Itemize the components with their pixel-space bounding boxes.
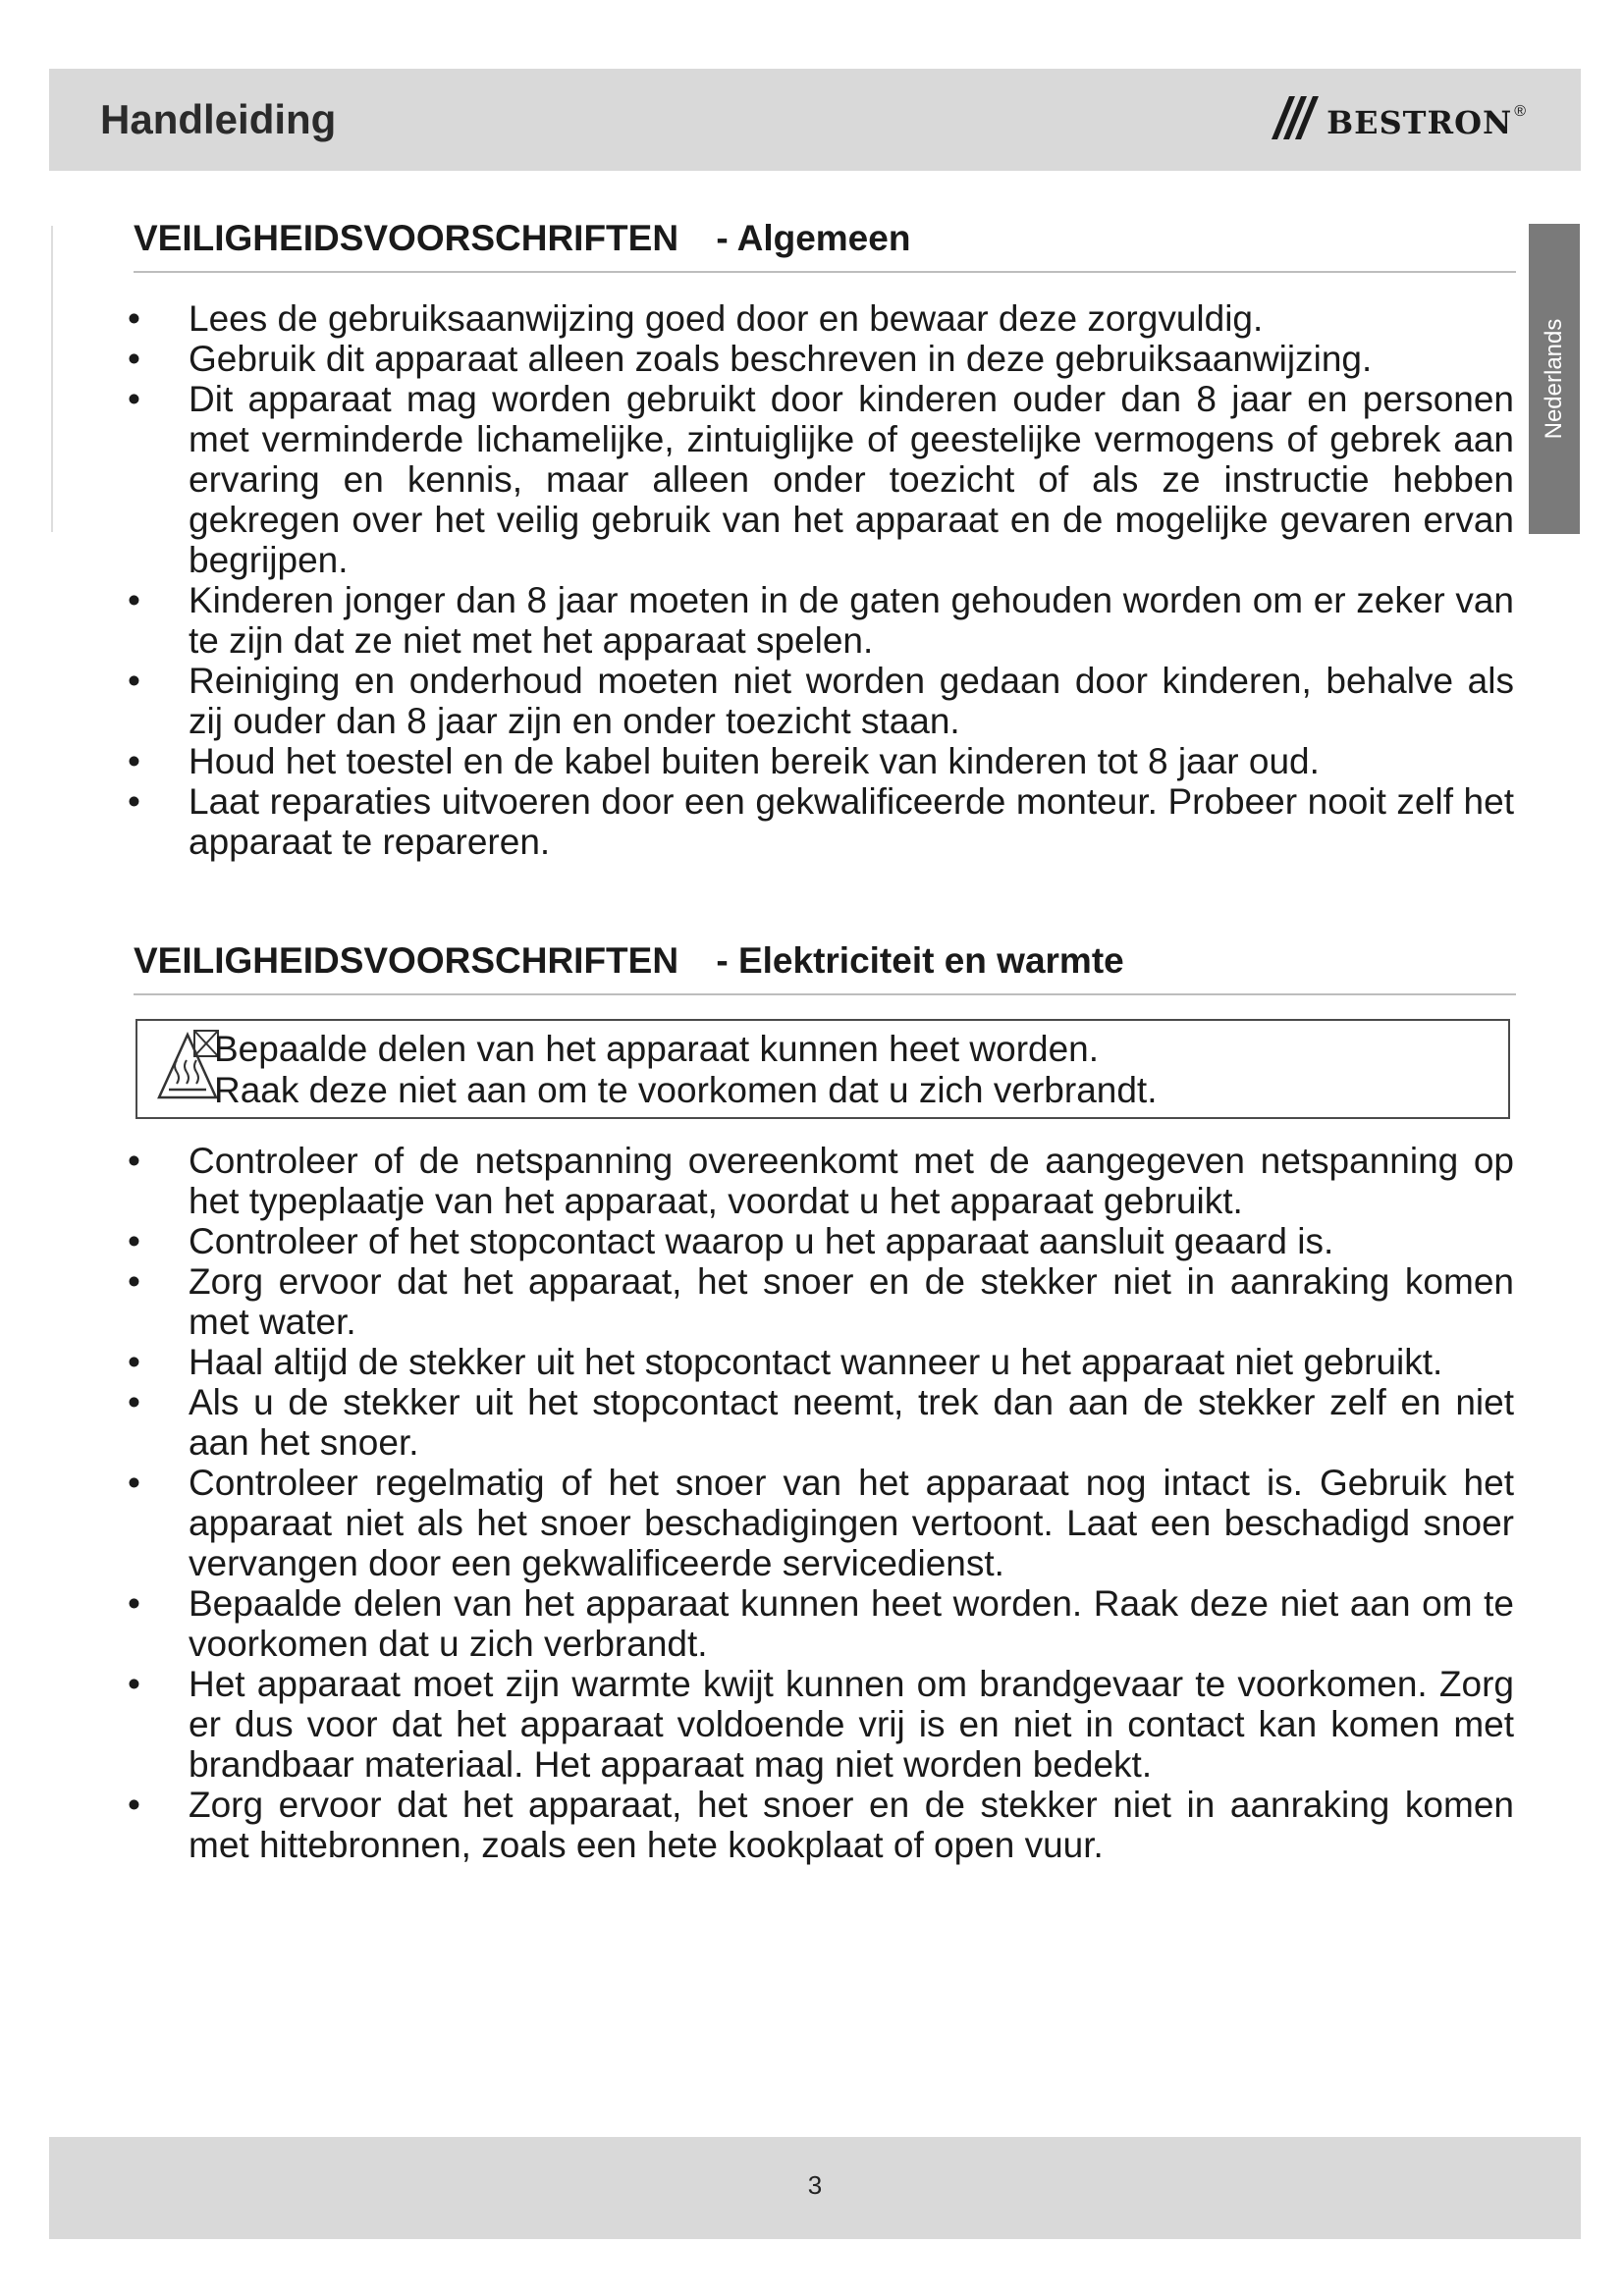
bestron-chevrons-icon: [1268, 94, 1323, 141]
list-item: • Controleer regelmatig of het snoer van het apparaat nog intact is. Gebruik het apparaat niet als het snoer beschadigingen vertoont. Laat een beschadigd snoer vervangen door een gekwalificeerde servicedienst.: [128, 1463, 1514, 1583]
section-title-general: [134, 218, 910, 259]
list-item: • Haal altijd de stekker uit het stopcontact wanneer u het apparaat niet gebruikt.: [128, 1342, 1514, 1382]
list-item: • Dit apparaat mag worden gebruikt door kinderen ouder dan 8 jaar en personen met verminderde lichamelijke, zintuiglijke of geestelijke vermogens of gebrek aan ervaring en kennis, maar alleen onder toezicht of als ze instructie hebben gekregen over het veilig gebruik van het apparaat en de mogelijke gevaren ervan begrijpen.: [128, 379, 1514, 580]
list-item: • Kinderen jonger dan 8 jaar moeten in de gaten gehouden worden om er zeker van te zijn dat ze niet met het apparaat spelen.: [128, 580, 1514, 661]
electric-safety-list: [128, 1141, 1514, 1865]
section-divider: [134, 993, 1516, 995]
section-subtitle: Algemeen: [736, 218, 911, 258]
list-item: • Als u de stekker uit het stopcontact neemt, trek dan aan de stekker zelf en niet aan het snoer.: [128, 1382, 1514, 1463]
section-subtitle: Elektriciteit en warmte: [737, 940, 1124, 981]
warning-line-1: Bepaalde delen van het apparaat kunnen heet worden.: [214, 1029, 1100, 1069]
list-item: • Controleer of het stopcontact waarop u het apparaat aansluit geaard is.: [128, 1221, 1514, 1261]
section-title-main: VEILIGHEIDSVOORSCHRIFTEN: [134, 218, 679, 258]
list-item: • Lees de gebruiksaanwijzing goed door en bewaar deze zorgvuldig.: [128, 298, 1514, 339]
section-title-electric: [134, 940, 1124, 982]
section-title-dash: -: [716, 940, 729, 981]
list-item: • Gebruik dit apparaat alleen zoals beschreven in deze gebruiksaanwijzing.: [128, 339, 1514, 379]
list-item: • Het apparaat moet zijn warmte kwijt kunnen om brandgevaar te voorkomen. Zorg er dus voor dat het apparaat voldoende vrij is en niet in contact kan komen met brandbaar materiaal. Het apparaat mag niet worden bedekt.: [128, 1664, 1514, 1785]
list-item: • Reiniging en onderhoud moeten niet worden gedaan door kinderen, behalve als zij ouder dan 8 jaar zijn en onder toezicht staan.: [128, 661, 1514, 741]
language-tab-label: Nederlands: [1541, 318, 1567, 440]
list-item: • Houd het toestel en de kabel buiten bereik van kinderen tot 8 jaar oud.: [128, 741, 1514, 781]
hot-surface-warning-box: [135, 1019, 1510, 1119]
list-item: • Bepaalde delen van het apparaat kunnen heet worden. Raak deze niet aan om te voorkomen dat u zich verbrandt.: [128, 1583, 1514, 1664]
language-tab: [1529, 224, 1580, 534]
brand-name: bestron: [1326, 91, 1513, 144]
warning-line-2: Raak deze niet aan om te voorkomen dat u zich verbrandt.: [214, 1070, 1158, 1110]
margin-rule: [51, 226, 53, 532]
page-footer: [49, 2137, 1581, 2239]
hot-surface-warning-icon: [155, 1029, 220, 1109]
list-item: • Controleer of de netspanning overeenkomt met de aangegeven netspanning op het typeplaatje van het apparaat, voordat u het apparaat gebruikt.: [128, 1141, 1514, 1221]
section-title-main: VEILIGHEIDSVOORSCHRIFTEN: [134, 940, 679, 981]
general-safety-list: [128, 298, 1514, 862]
list-item: • Laat reparaties uitvoeren door een gekwalificeerde monteur. Probeer nooit zelf het apparaat te repareren.: [128, 781, 1514, 862]
warning-text: [214, 1029, 1157, 1111]
header-title: Handleiding: [100, 96, 337, 142]
section-divider: [134, 271, 1516, 273]
list-item: • Zorg ervoor dat het apparaat, het snoer en de stekker niet in aanraking komen met hittebronnen, zoals een hete kookplaat of open vuur.: [128, 1785, 1514, 1865]
page-number: 3: [807, 2170, 823, 2200]
section-title-dash: -: [716, 218, 729, 258]
page-header: [49, 69, 1581, 171]
registered-mark: ®: [1514, 103, 1526, 120]
brand-logo: [1268, 88, 1526, 147]
list-item: • Zorg ervoor dat het apparaat, het snoer en de stekker niet in aanraking komen met water.: [128, 1261, 1514, 1342]
